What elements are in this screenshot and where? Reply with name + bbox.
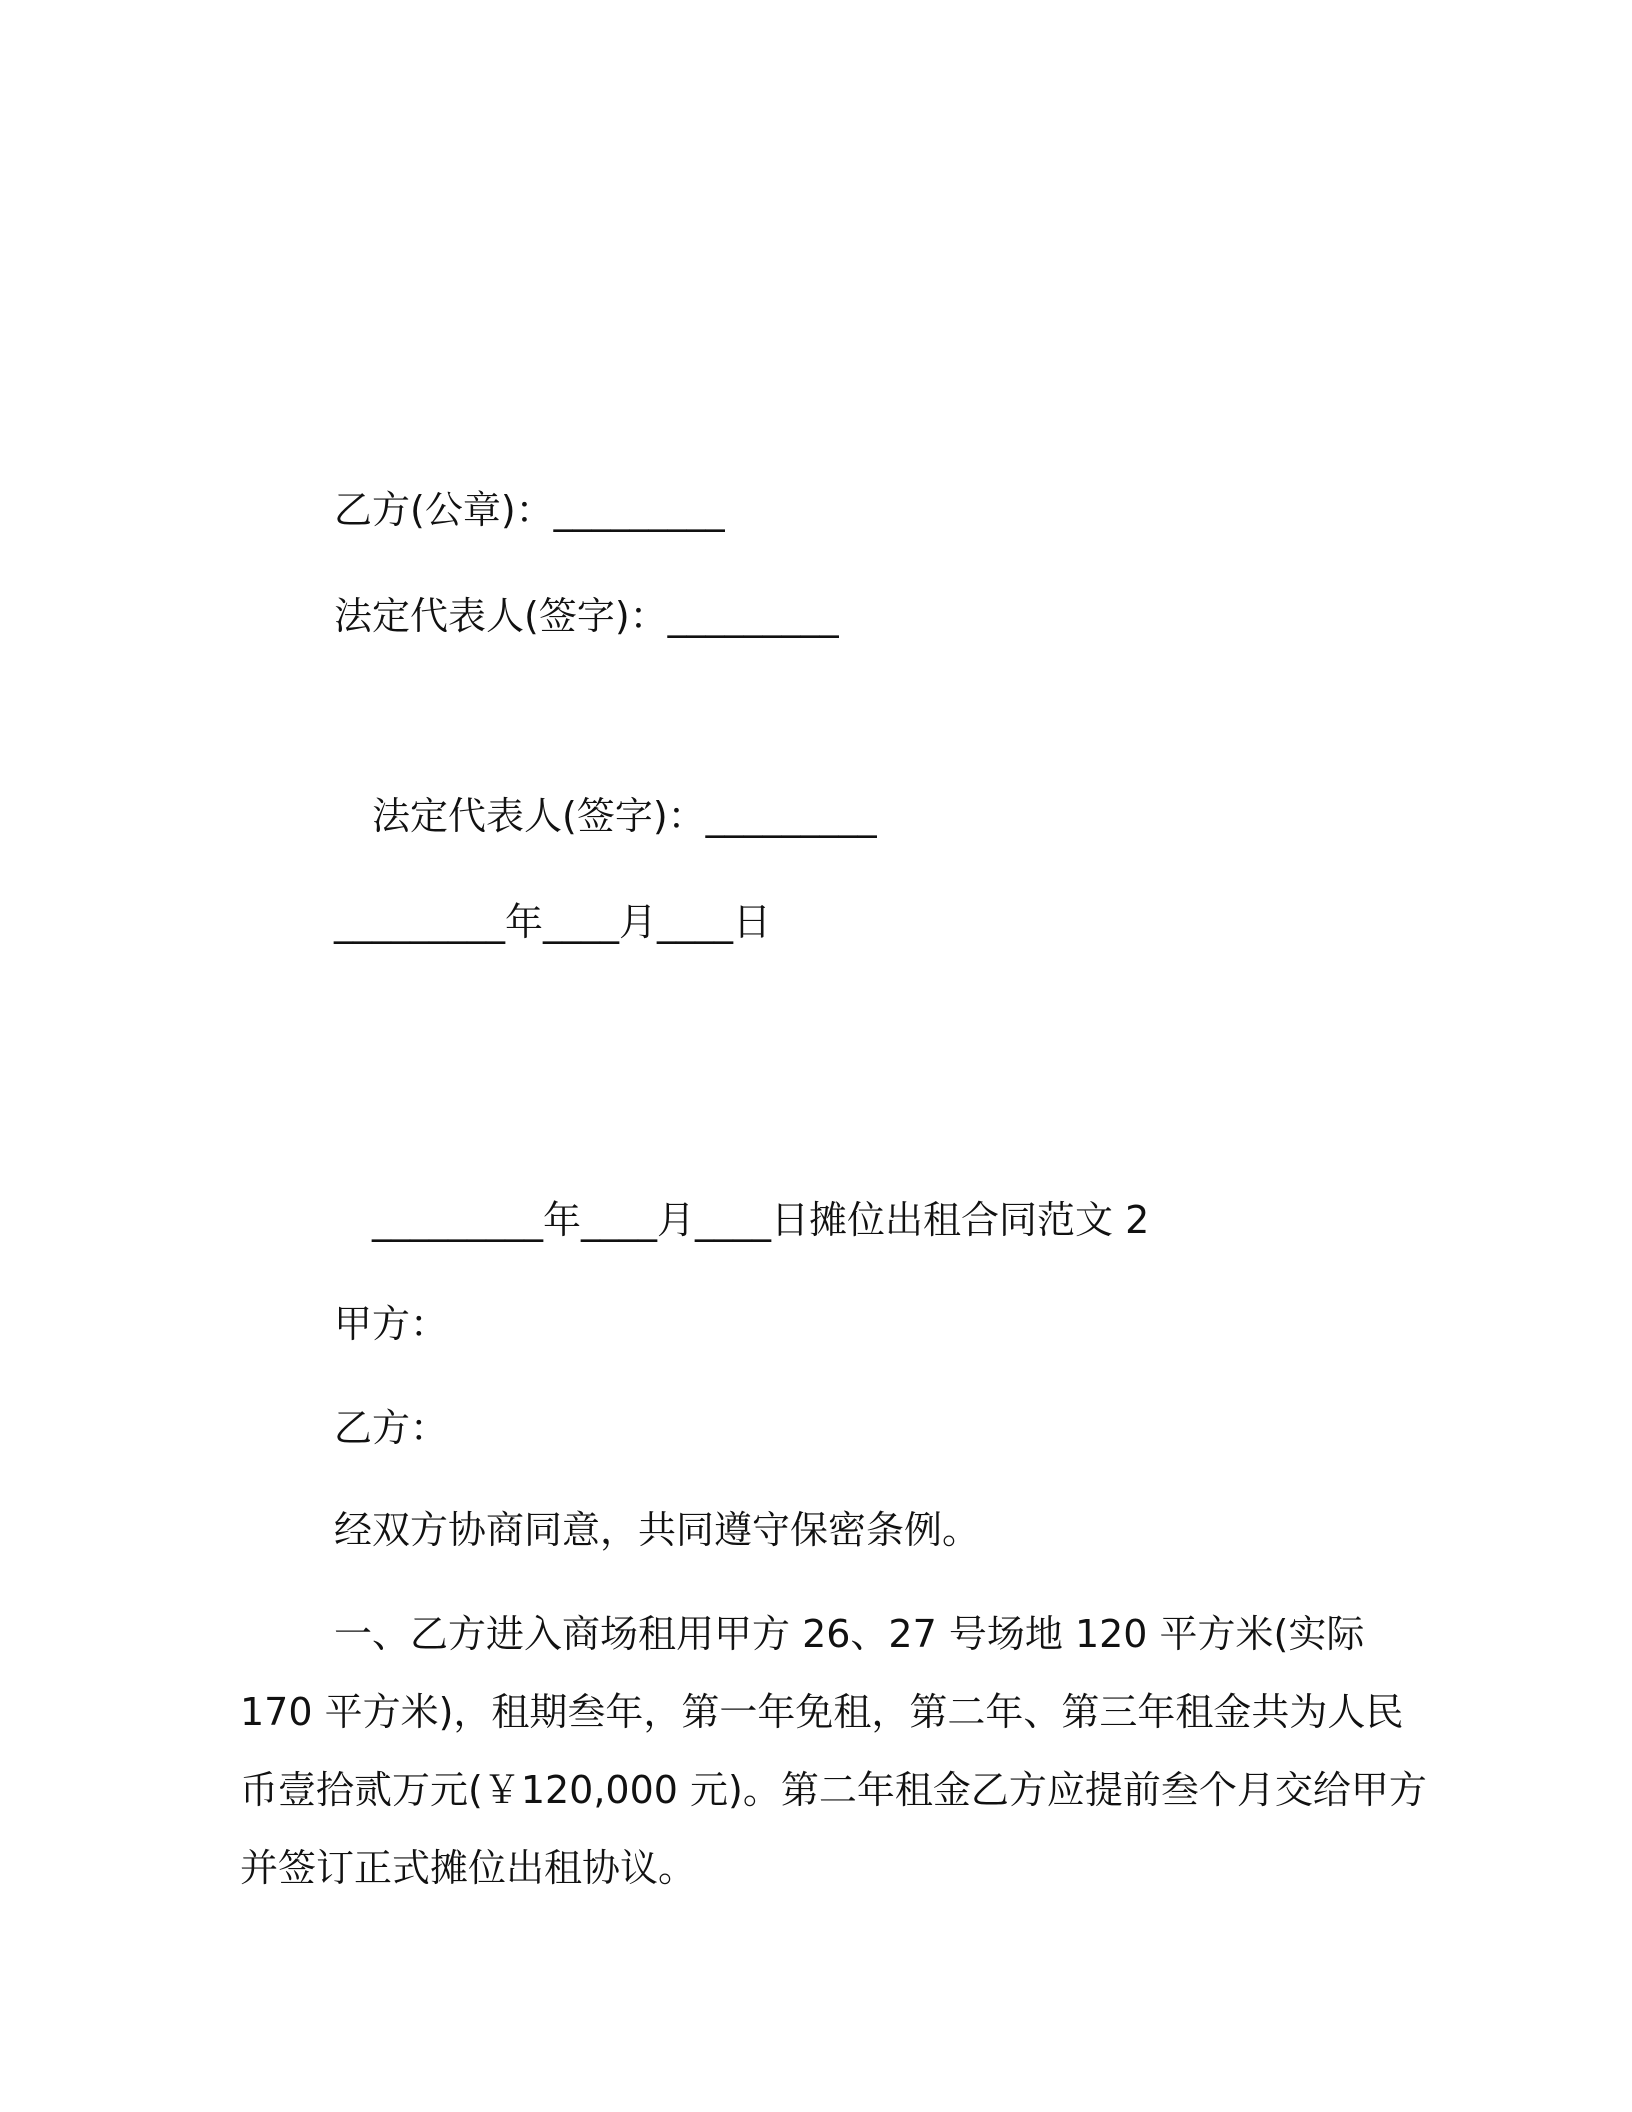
clause-1-line: 币壹拾贰万元(￥120,000 元)。第二年租金乙方应提前叁个月交给甲方: [240, 1768, 1427, 1812]
clause-1-line: 并签订正式摊位出租协议。: [240, 1846, 697, 1890]
clause-1-line: 一、乙方进入商场租用甲方 26、27 号场地 120 平方米(实际: [334, 1612, 1365, 1656]
intro-paragraph: 经双方协商同意，共同遵守保密条例。: [334, 1508, 981, 1552]
clause-1-line: 170 平方米)，租期叁年，第一年免租，第二年、第三年租金共为人民: [240, 1690, 1404, 1734]
party-b-seal-line: 乙方(公章)：_________: [334, 488, 725, 532]
date-line: _________年____月____日: [334, 900, 772, 944]
legal-rep-signature-line-2: 法定代表人(签字)：_________: [372, 794, 877, 838]
contract-title: _________年____月____日摊位出租合同范文 2: [372, 1198, 1150, 1242]
party-a-label: 甲方：: [334, 1302, 449, 1346]
legal-rep-signature-line: 法定代表人(签字)：_________: [334, 594, 839, 638]
party-b-label: 乙方：: [334, 1406, 449, 1450]
